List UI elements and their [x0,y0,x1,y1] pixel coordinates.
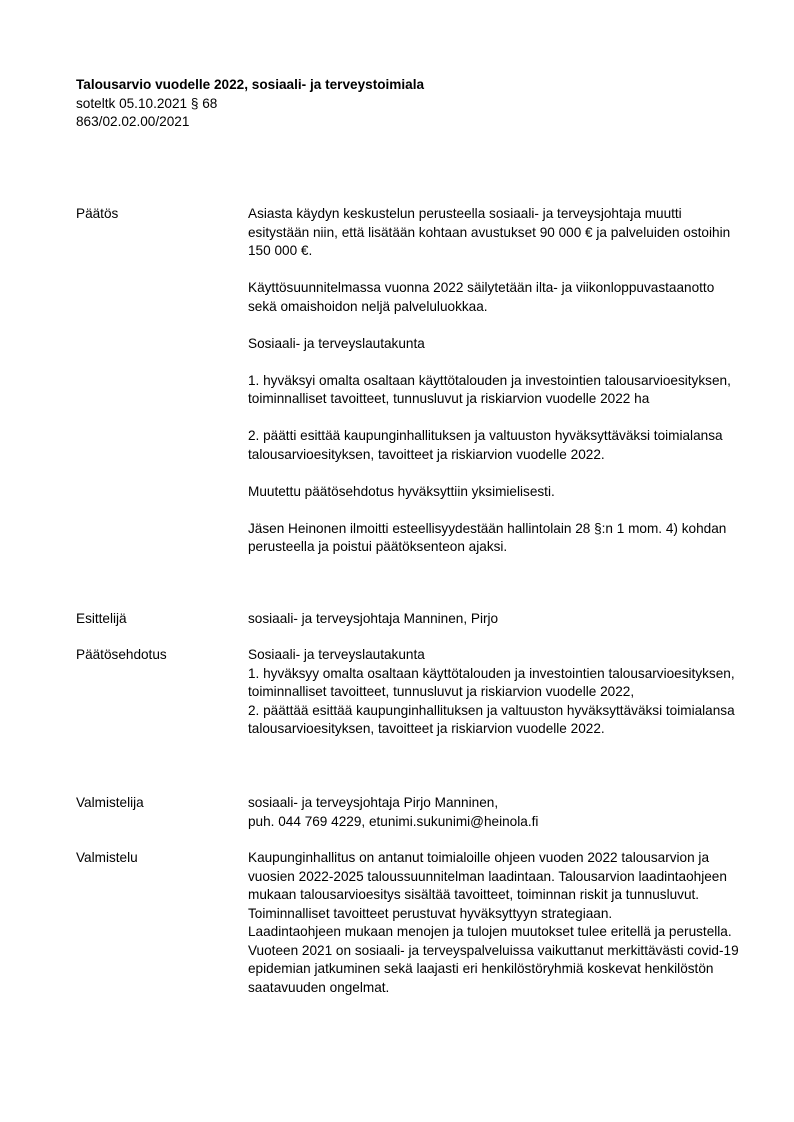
paatos-paragraph: Jäsen Heinonen ilmoitti esteellisyydestään hallintolain 28 §:n 1 mom. 4) kohdan perusteella ja poistui päätöksenteon ajaksi. [248,520,727,554]
record-number: 863/02.02.00/2021 [76,114,190,129]
meeting-reference: soteltk 05.10.2021 § 68 [76,95,218,111]
section-label-esittelija: Esittelijä [76,611,127,626]
paatos-paragraph: Muutettu päätösehdotus hyväksyttiin yksimielisesti. [248,483,555,499]
preparer-name: sosiaali- ja terveysjohtaja Pirjo Manninen, [248,795,499,810]
paatos-paragraph: Sosiaali- ja terveyslautakunta [248,335,425,351]
preparation-paragraph: Vuoteen 2021 on sosiaali- ja terveyspalveluissa vaikuttanut merkittävästi covid-19 epidemian jatkuminen sekä laajasti eri henkilöstöryhmiä koskevat henkilöstön saatavuuden ongelmat. [248,942,739,995]
paatos-paragraph: 2. päätti esittää kaupunginhallituksen ja valtuuston hyväksyttäväksi toimialansa talousarvioesityksen, tavoitteet ja riskiarvion vuodelle 2022. [248,428,723,462]
section-content-esittelija [248,610,746,629]
section-content-valmistelija [248,794,746,831]
section-content-paatosehdotus [248,646,746,739]
document-title: Talousarvio vuodelle 2022, sosiaali- ja terveystoimiala [76,77,425,92]
proposal-line: 1. hyväksyy omalta osaltaan käyttötalouden ja investointien talousarvioesityksen, toiminnalliset tavoitteet, tunnusluvut ja riskiarvion vuodelle 2022, [248,665,735,699]
section-label-paatosehdotus: Päätösehdotus [76,647,167,662]
presenter-text: sosiaali- ja terveysjohtaja Manninen, Pirjo [248,611,499,626]
paatos-paragraph: Asiasta käydyn keskustelun perusteella sosiaali- ja terveysjohtaja muutti esitystään niin, että lisätään kohtaan avustukset 90 000 € ja palveluiden ostoihin 150 000 €. [248,206,731,258]
section-label-valmistelu: Valmistelu [76,850,138,865]
section-content-valmistelu [248,849,746,997]
proposal-line: 2. päättää esittää kaupunginhallituksen ja valtuuston hyväksyttäväksi toimialansa talousarvioesityksen, tavoitteet ja riskiarvion vuodelle 2022. [248,702,735,736]
section-content-paatos [248,205,746,557]
section-label-paatos: Päätös [76,206,119,221]
preparation-paragraph: Kaupunginhallitus on antanut toimialoille ohjeen vuoden 2022 talousarvion ja vuosien 2022-2025 taloussuunnitelman laadintaan. Talousarvion laadintaohjeen mukaan talousarvioesitys sisältää tavoitteet, toiminnan riskit ja tunnusluvut. Toiminnalliset tavoitteet perustuvat hyväksyttyyn strategiaan. [248,850,727,921]
section-label-valmistelija: Valmistelija [76,795,144,810]
preparer-contact: puh. 044 769 4229, etunimi.sukunimi@heinola.fi [248,813,539,829]
preparation-paragraph: Laadintaohjeen mukaan menojen ja tulojen muutokset tulee eritellä ja perustella. [248,924,732,939]
proposal-line: Sosiaali- ja terveyslautakunta [248,647,425,662]
paatos-paragraph: Käyttösuunnitelmassa vuonna 2022 säilytetään ilta- ja viikonloppuvastaanotto sekä omaishoidon neljä palveluluokkaa. [248,280,715,314]
paatos-paragraph: 1. hyväksyi omalta osaltaan käyttötalouden ja investointien talousarvioesityksen, toiminnalliset tavoitteet, tunnusluvut ja riskiarvion vuodelle 2022 ha [248,372,731,406]
document-header [76,76,736,132]
